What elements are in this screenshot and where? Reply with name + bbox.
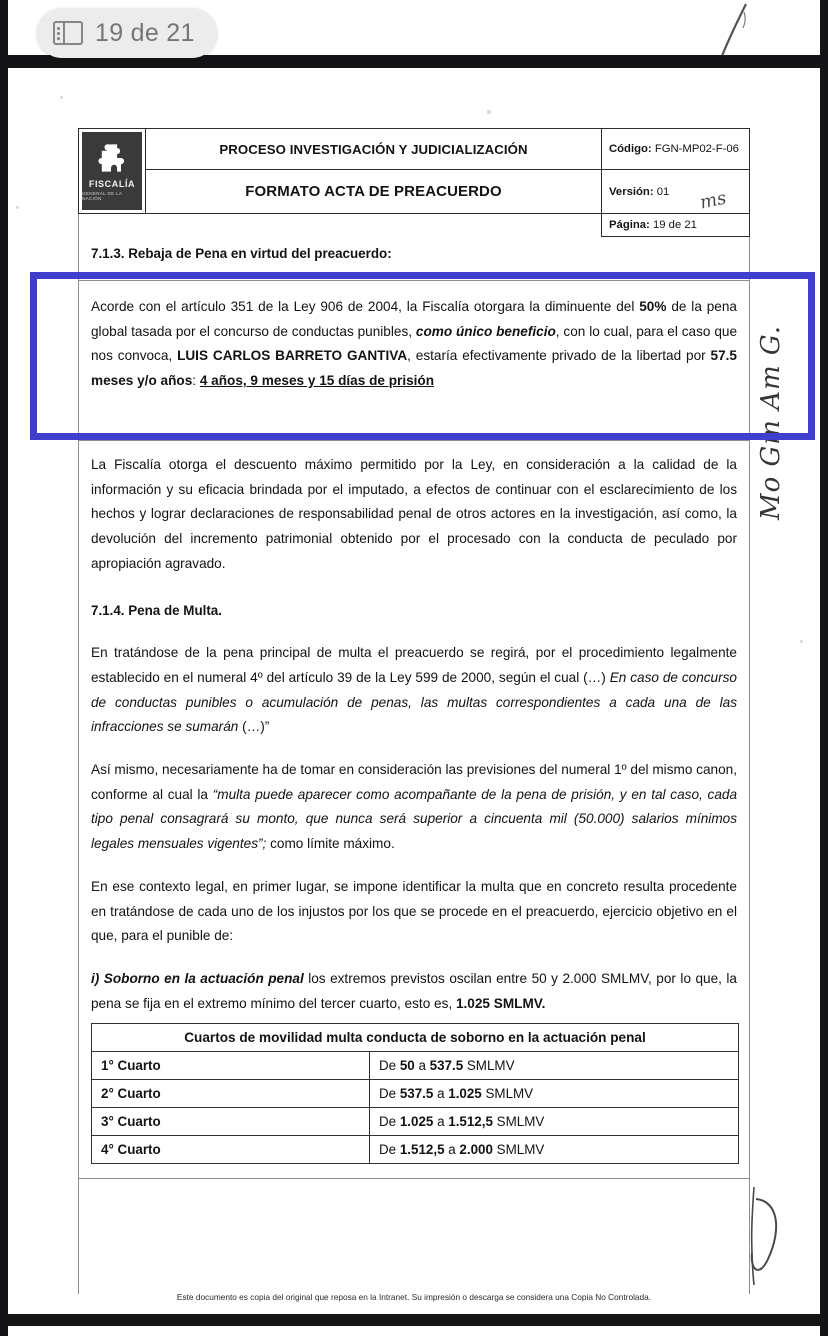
quarter-label: 1° Cuarto [92,1051,370,1079]
section-713-heading-box [78,237,750,281]
section-713-heading: 7.1.3. Rebaja de Pena en virtud del preacuerdo: [91,246,392,261]
txt-bold-from: 50 [399,1057,415,1073]
margin-signature-annotation: Mo Gm Am G. [756,324,786,520]
meta-version-label: Versión: [609,185,654,198]
table-row [92,1079,739,1107]
table-header-row [92,1023,739,1051]
document-content [78,128,750,1179]
process-title: PROCESO INVESTIGACIÓN Y JUDICIALIZACIÓN [146,129,602,170]
txt: a [414,1057,430,1073]
section-714-heading: 7.1.4. Pena de Multa. [91,602,222,618]
table-row [92,1135,739,1163]
spacer-cell [79,214,602,237]
txt-bold-to: 537.5 [429,1057,464,1073]
quarter-label: 3° Cuarto [92,1107,370,1135]
scan-speck [487,110,491,114]
section-714-box [78,441,750,1179]
section-714-paragraph-3: En ese contexto legal, en primer lugar, se impone identificar la multa que en concreto resulta procedente en tratándose de cada uno de los injustos por los que se procede en el preacuerdo, ejercicio objetivo en el que, para el punible de: [91,878,737,944]
txt: De [379,1085,400,1101]
next-page-sliver[interactable] [8,1326,820,1336]
meta-codigo-label: Código: [609,143,652,156]
quarter-range [370,1135,739,1163]
txt-bold-from: 1.025 [399,1113,434,1129]
txt-bold-smlmv: 1.025 SMLMV. [455,995,546,1011]
section-714-paragraph-4 [91,967,737,1016]
scan-speck [16,206,19,209]
meta-codigo [602,129,750,170]
page-indicator-badge[interactable] [37,8,217,58]
logo-subtitle: GENERAL DE LA NACIÓN [82,191,122,201]
quarter-range [370,1107,739,1135]
scan-speck [800,640,803,643]
txt-unit: SMLMV [492,1113,545,1129]
quarters-table-title: Cuartos de movilidad multa conducta de soborno en la actuación penal [92,1023,739,1051]
txt: de la pena global tasada por el concurso de conductas punibles, [91,299,737,339]
txt: Así mismo, necesariamente ha de tomar en consideración las previsiones del numeral 1º del mismo canon, conforme al cual la [91,762,737,802]
meta-version [602,170,750,214]
section-713-paragraph [91,295,737,394]
txt-italic-quote: En caso de concurso de conductas punibles o acumulación de penas, las multas correspondientes a cada una de las infracciones se sumarán [91,669,737,735]
txt-bold-from: 1.512,5 [399,1141,445,1157]
quarter-label: 2° Cuarto [92,1079,370,1107]
document-header-table [78,128,750,237]
txt-bold-to: 1.025 [448,1085,482,1101]
txt: : [192,373,200,389]
page-gap-bottom [0,1314,828,1326]
meta-version-value: 01 [656,185,670,198]
table-row [92,1051,739,1079]
txt: , con lo cual, para el caso que nos convoca, [91,323,738,364]
txt: De [379,1141,400,1157]
txt: a [444,1141,460,1157]
fiscalia-logo [82,132,142,210]
pages-sidebar-icon [53,21,83,45]
txt: En tratándose de la pena principal de multa el preacuerdo se regirá, por el procedimiento legalmente establecido en el numeral 4º del artículo 39 de la Ley 599 de 2000, según el cual (…) [91,645,737,685]
txt-bold-name: LUIS CARLOS BARRETO GANTIVA [177,348,408,364]
page-indicator-label: 19 de 21 [95,18,195,47]
txt: a [433,1085,449,1101]
txt-unit: SMLMV [481,1085,534,1101]
txt-bold-percent: 50% [639,299,667,314]
table-row [92,1107,739,1135]
section-713-followup-paragraph: La Fiscalía otorga el descuento máximo permitido por la Ley, en consideración a la calidad de la información y su eficacia brindada por el imputado, a efectos de continuar con el esclarecimiento de los hechos y lograr declaraciones de responsabilidad penal de otros actores en la investigación, así como, la devolución del incremento patrimonial obtenido por el procesado con la conducta de peculado por apropiación agravado. [91,457,737,571]
section-714-paragraph-2 [91,758,737,857]
txt: , estaría efectivamente privado de la libertad por [407,348,711,364]
puzzle-piece-icon [95,141,129,175]
meta-codigo-value: FGN-MP02-F-06 [654,143,739,156]
txt: los extremos previstos oscilan entre 50 y 2.000 SMLMV, por lo que, la pena se fija en el extremo mínimo del tercer cuarto, esto es, [91,971,737,1011]
txt-bold-to: 2.000 [459,1141,493,1157]
txt-bold-to: 1.512,5 [448,1113,493,1129]
txt-underline-sentence: 4 años, 9 meses y 15 días de prisión [199,373,435,389]
quarter-label: 4° Cuarto [92,1135,370,1163]
txt: De [379,1113,400,1129]
txt-unit: SMLMV [492,1141,545,1157]
txt-bold-from: 537.5 [399,1085,434,1101]
section-713-highlighted-paragraph-box [78,281,750,441]
meta-pagina-label: Página: [609,219,650,231]
logo-cell [79,129,146,214]
txt: (…)” [242,719,270,735]
section-714-paragraph-1 [91,641,737,740]
quarters-table [91,1023,739,1164]
txt-bold-italic: como único beneficio [415,323,556,339]
scan-speck [60,96,63,99]
txt: como límite máximo. [266,836,395,852]
txt: Acorde con el artículo 351 de la Ley 906 de 2004, la Fiscalía otorgara la diminuente del [91,299,640,314]
meta-pagina-value: 19 de 21 [652,219,697,231]
quarter-range [370,1079,739,1107]
txt-bold-months: 57.5 meses y/o años [91,348,737,389]
form-title: FORMATO ACTA DE PREACUERDO [146,170,602,214]
document-footer: Este documento es copia del original que reposa en la Intranet. Su impresión o descarga se considera una Copia No Controlada. [176,1292,652,1302]
quarter-range [370,1051,739,1079]
txt: a [433,1113,449,1129]
txt: De [379,1057,400,1073]
header-initials-annotation: ms [698,187,729,214]
txt-italic-quote: “multa puede aparecer como acompañante de la pena de prisión, y en tal caso, cada tipo penal consagrará su monto, que nunca será superior a cincuenta mil (50.000) salarios mínimos legales mensuales vigentes”; [91,786,738,852]
txt-bold-italic-crime: i) Soborno en la actuación penal [91,971,304,987]
meta-pagina [602,214,750,237]
txt-unit: SMLMV [463,1057,515,1073]
logo-name: FISCALÍA [88,179,136,189]
